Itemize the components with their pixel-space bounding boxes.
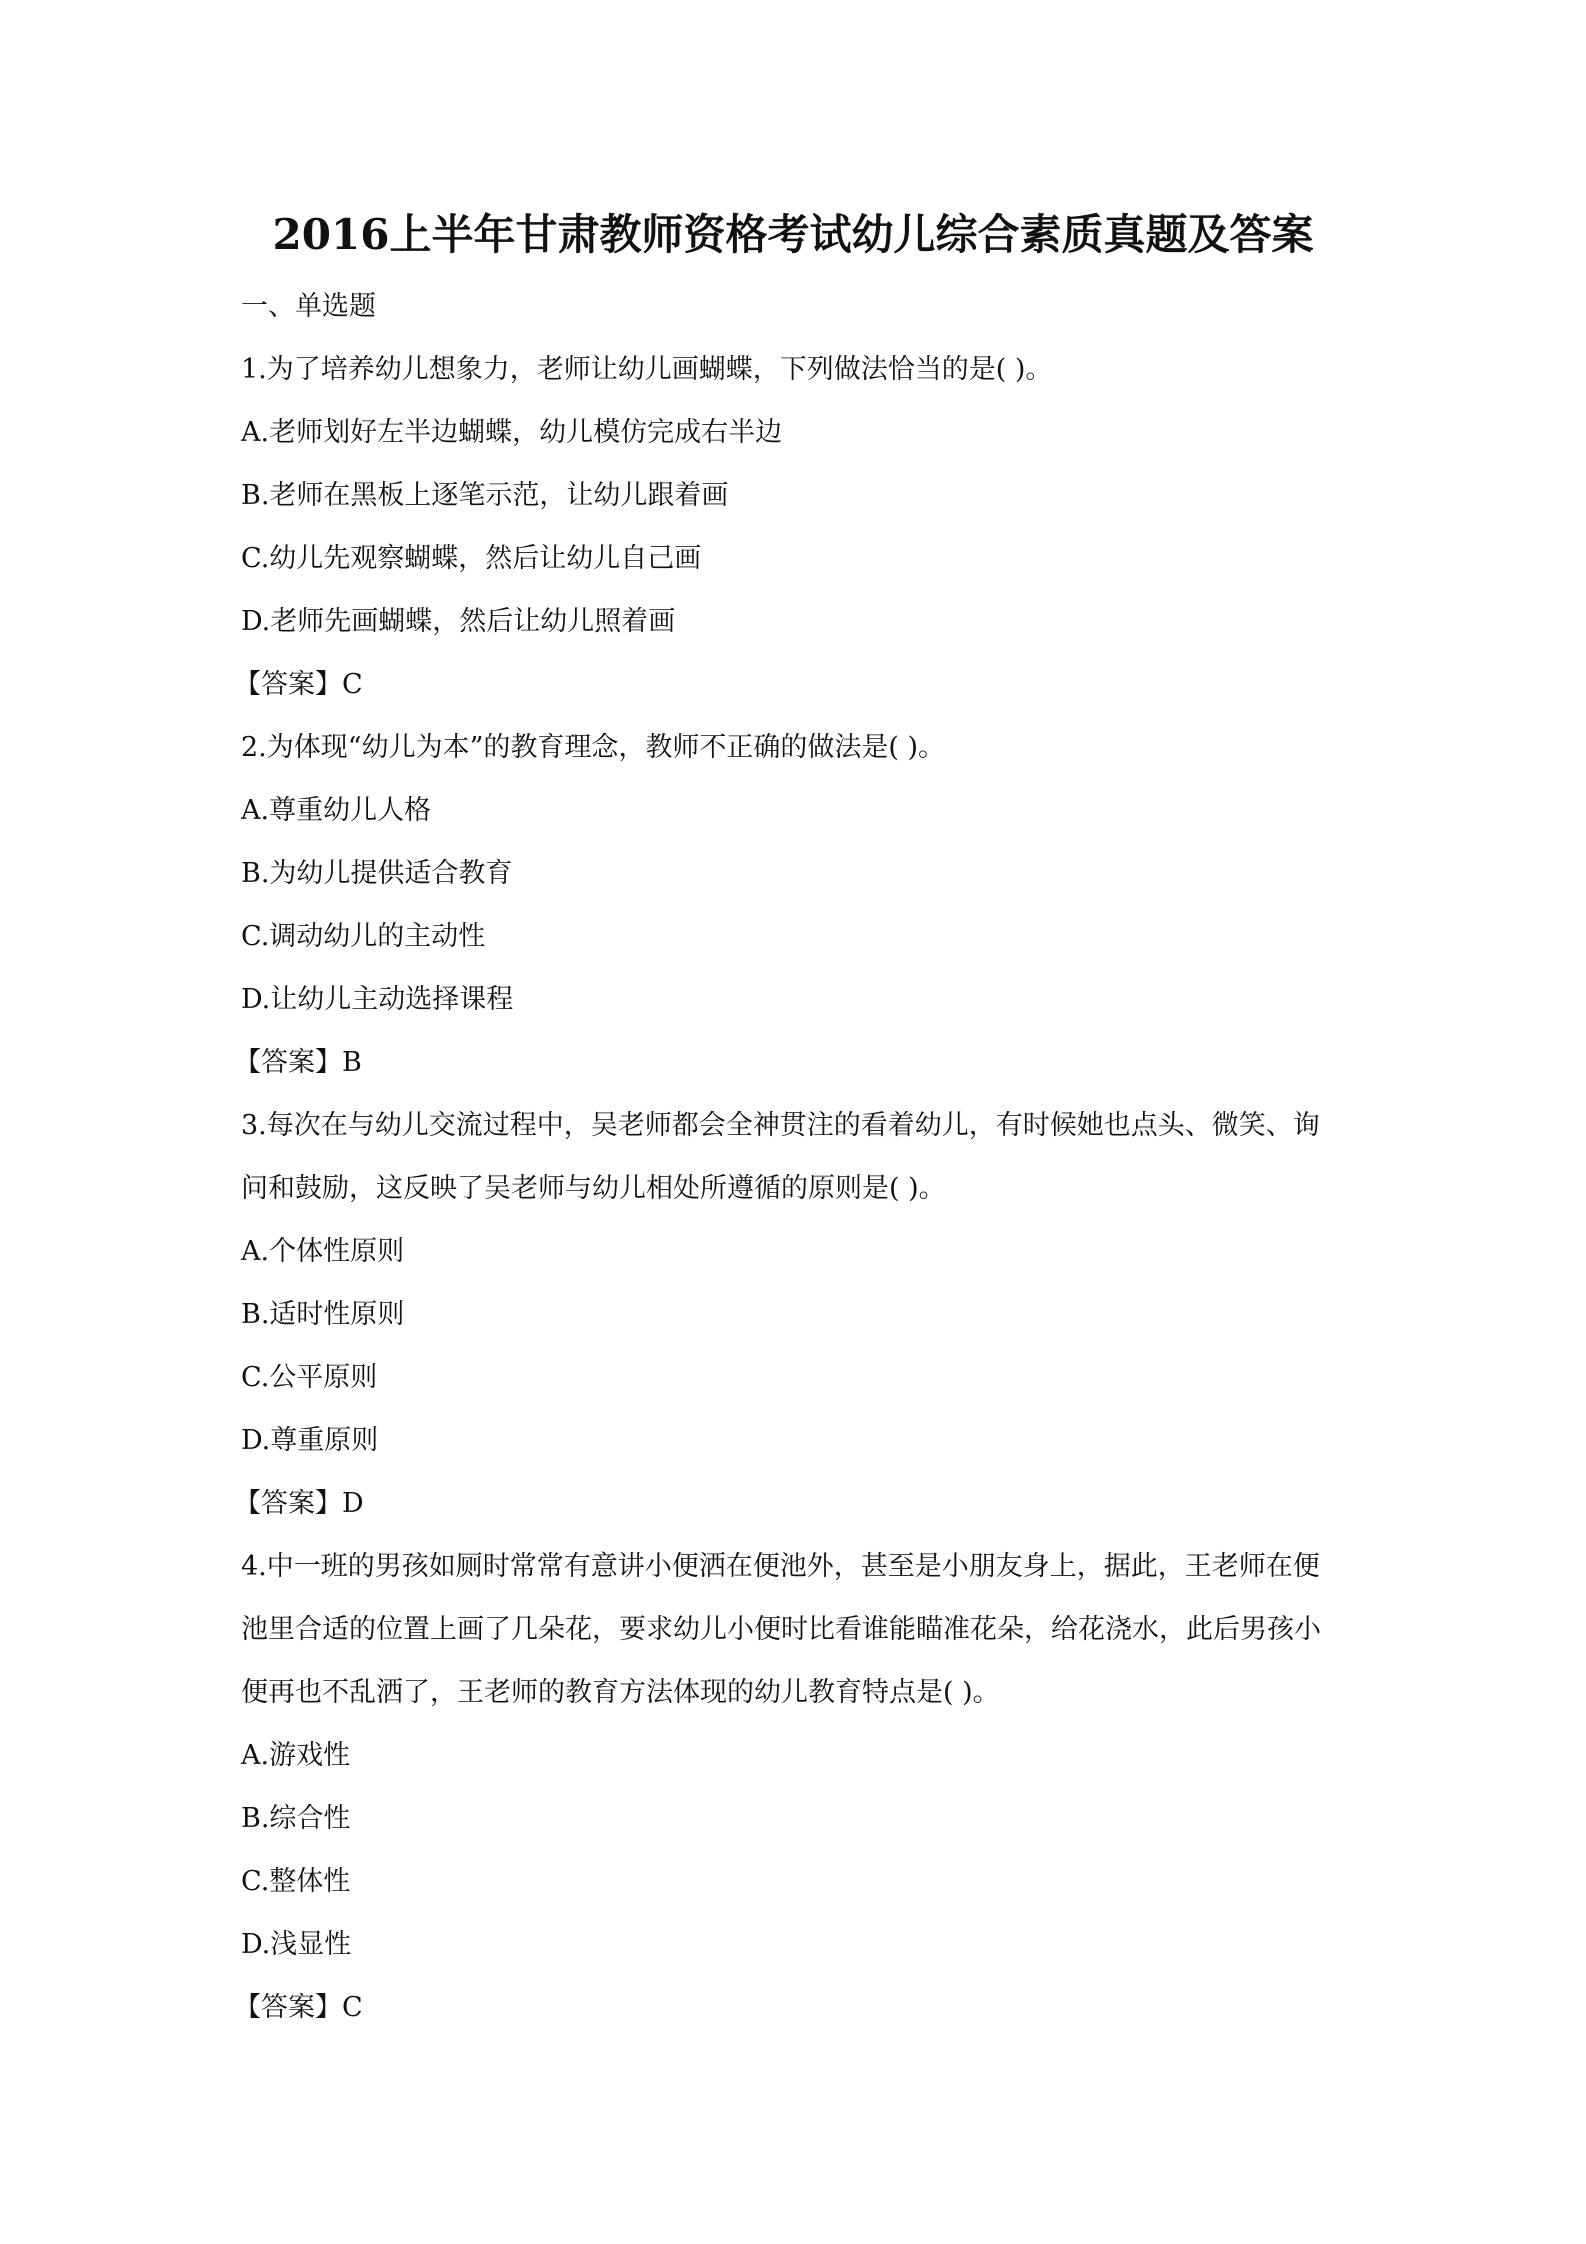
section-heading: 一、单选题 (241, 291, 376, 322)
option-b: B.老师在黑板上逐笔示范，让幼儿跟着画 (241, 480, 729, 511)
option-a: A.尊重幼儿人格 (241, 795, 432, 826)
question-3 (234, 1108, 1371, 1522)
option-c: C.调动幼儿的主动性 (241, 921, 486, 952)
option-c: C.幼儿先观察蝴蝶，然后让幼儿自己画 (241, 543, 702, 574)
option-a: A.个体性原则 (241, 1236, 405, 1267)
option-d: D.老师先画蝴蝶，然后让幼儿照着画 (241, 606, 676, 637)
answer-line: 【答案】C (234, 1992, 363, 2023)
document-title: 2016上半年甘肃教师资格考试幼儿综合素质真题及答案 (272, 210, 1314, 259)
option-a: A.老师划好左半边蝴蝶，幼儿模仿完成右半边 (241, 417, 783, 448)
option-a: A.游戏性 (241, 1740, 351, 1771)
option-b: B.适时性原则 (241, 1299, 405, 1330)
answer-line: 【答案】C (234, 669, 363, 700)
question-4 (234, 1549, 1371, 2026)
answer-line: 【答案】D (234, 1488, 364, 1519)
option-d: D.浅显性 (241, 1929, 352, 1960)
document-body (234, 289, 1371, 2053)
question-stem-continued: 便再也不乱洒了，王老师的教育方法体现的幼儿教育特点是( )。 (241, 1677, 1000, 1708)
option-b: B.综合性 (241, 1803, 351, 1834)
question-stem: 3.每次在与幼儿交流过程中，吴老师都会全神贯注的看着幼儿，有时候她也点头、微笑、询 (241, 1110, 1320, 1141)
question-1 (234, 352, 1371, 703)
option-d: D.让幼儿主动选择课程 (241, 984, 514, 1015)
option-b: B.为幼儿提供适合教育 (241, 858, 513, 889)
question-stem: 4.中一班的男孩如厕时常常有意讲小便洒在便池外，甚至是小朋友身上，据此，王老师在便 (241, 1551, 1320, 1582)
question-stem-continued: 池里合适的位置上画了几朵花，要求幼儿小便时比看谁能瞄准花朵，给花浇水，此后男孩小 (241, 1614, 1321, 1645)
question-stem: 2.为体现“幼儿为本”的教育理念，教师不正确的做法是( )。 (241, 732, 946, 763)
option-d: D.尊重原则 (241, 1425, 379, 1456)
option-c: C.整体性 (241, 1866, 351, 1897)
option-c: C.公平原则 (241, 1362, 378, 1393)
question-2 (234, 730, 1371, 1081)
question-stem-continued: 问和鼓励，这反映了吴老师与幼儿相处所遵循的原则是( )。 (241, 1173, 946, 1204)
answer-line: 【答案】B (234, 1047, 362, 1078)
question-stem: 1.为了培养幼儿想象力，老师让幼儿画蝴蝶，下列做法恰当的是( )。 (241, 354, 1053, 385)
